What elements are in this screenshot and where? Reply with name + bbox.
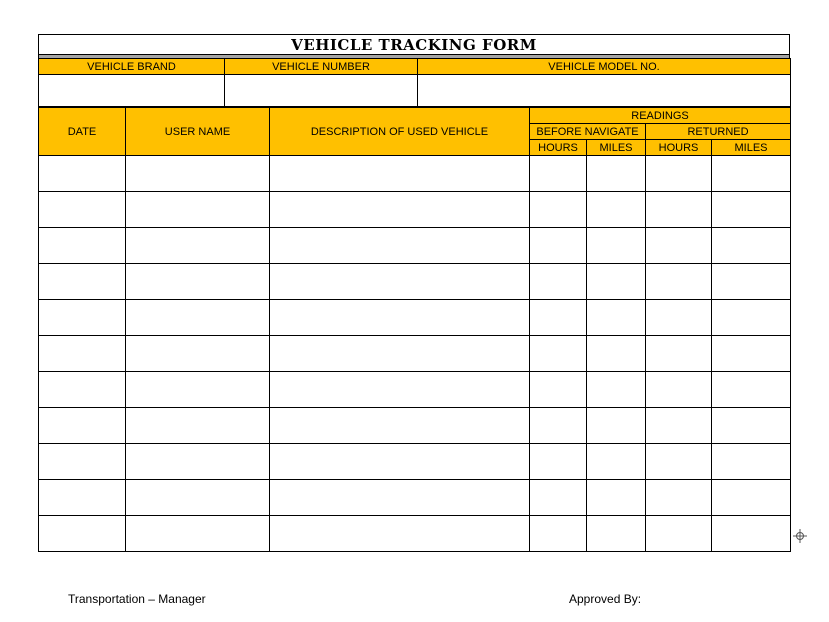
before-miles-cell[interactable] (587, 444, 646, 480)
returned-miles-cell[interactable] (712, 156, 791, 192)
before-miles-cell[interactable] (587, 192, 646, 228)
user-name-cell[interactable] (126, 228, 270, 264)
date-column-header: DATE (39, 108, 126, 156)
date-cell[interactable] (39, 336, 126, 372)
returned-hours-cell[interactable] (646, 408, 712, 444)
user-name-cell[interactable] (126, 336, 270, 372)
before-hours-cell[interactable] (530, 480, 587, 516)
usage-log-table (38, 107, 791, 552)
date-cell[interactable] (39, 264, 126, 300)
returned-miles-cell[interactable] (712, 192, 791, 228)
returned-hours-cell[interactable] (646, 480, 712, 516)
returned-miles-cell[interactable] (712, 336, 791, 372)
date-cell[interactable] (39, 228, 126, 264)
before-hours-cell[interactable] (530, 444, 587, 480)
returned-header: RETURNED (646, 124, 791, 140)
vehicle-info-table (38, 58, 791, 107)
returned-miles-cell[interactable] (712, 372, 791, 408)
date-cell[interactable] (39, 156, 126, 192)
before-hours-cell[interactable] (530, 156, 587, 192)
returned-miles-cell[interactable] (712, 300, 791, 336)
user-name-cell[interactable] (126, 408, 270, 444)
returned-hours-cell[interactable] (646, 372, 712, 408)
description-cell[interactable] (270, 372, 530, 408)
before-hours-cell[interactable] (530, 228, 587, 264)
vehicle-brand-field[interactable] (39, 75, 225, 107)
returned-miles-cell[interactable] (712, 264, 791, 300)
vehicle-model-header: VEHICLE MODEL NO. (418, 59, 791, 75)
before-miles-cell[interactable] (587, 228, 646, 264)
table-row (39, 408, 791, 444)
before-miles-cell[interactable] (587, 372, 646, 408)
vehicle-brand-header: VEHICLE BRAND (39, 59, 225, 75)
user-name-cell[interactable] (126, 480, 270, 516)
vehicle-tracking-form (38, 34, 790, 552)
before-navigate-header: BEFORE NAVIGATE (530, 124, 646, 140)
returned-miles-cell[interactable] (712, 228, 791, 264)
table-row (39, 300, 791, 336)
description-cell[interactable] (270, 264, 530, 300)
before-miles-header: MILES (587, 140, 646, 156)
before-hours-cell[interactable] (530, 264, 587, 300)
returned-hours-cell[interactable] (646, 516, 712, 552)
table-row (39, 372, 791, 408)
user-name-cell[interactable] (126, 156, 270, 192)
description-cell[interactable] (270, 408, 530, 444)
description-cell[interactable] (270, 480, 530, 516)
date-cell[interactable] (39, 480, 126, 516)
description-column-header: DESCRIPTION OF USED VEHICLE (270, 108, 530, 156)
returned-miles-header: MILES (712, 140, 791, 156)
returned-miles-cell[interactable] (712, 444, 791, 480)
description-cell[interactable] (270, 300, 530, 336)
before-miles-cell[interactable] (587, 300, 646, 336)
transportation-manager-label: Transportation – Manager (68, 592, 206, 606)
user-name-cell[interactable] (126, 300, 270, 336)
returned-hours-header: HOURS (646, 140, 712, 156)
user-name-cell[interactable] (126, 516, 270, 552)
returned-hours-cell[interactable] (646, 444, 712, 480)
before-miles-cell[interactable] (587, 408, 646, 444)
user-name-cell[interactable] (126, 444, 270, 480)
date-cell[interactable] (39, 516, 126, 552)
table-row (39, 444, 791, 480)
description-cell[interactable] (270, 336, 530, 372)
form-title: VEHICLE TRACKING FORM (38, 34, 790, 54)
description-cell[interactable] (270, 444, 530, 480)
before-miles-cell[interactable] (587, 264, 646, 300)
returned-hours-cell[interactable] (646, 264, 712, 300)
description-cell[interactable] (270, 192, 530, 228)
before-miles-cell[interactable] (587, 480, 646, 516)
date-cell[interactable] (39, 372, 126, 408)
date-cell[interactable] (39, 408, 126, 444)
before-miles-cell[interactable] (587, 336, 646, 372)
returned-miles-cell[interactable] (712, 408, 791, 444)
before-miles-cell[interactable] (587, 156, 646, 192)
vehicle-number-header: VEHICLE NUMBER (225, 59, 418, 75)
table-row (39, 192, 791, 228)
date-cell[interactable] (39, 300, 126, 336)
returned-miles-cell[interactable] (712, 480, 791, 516)
vehicle-number-field[interactable] (225, 75, 418, 107)
user-name-cell[interactable] (126, 192, 270, 228)
description-cell[interactable] (270, 156, 530, 192)
returned-hours-cell[interactable] (646, 300, 712, 336)
description-cell[interactable] (270, 516, 530, 552)
before-miles-cell[interactable] (587, 516, 646, 552)
returned-hours-cell[interactable] (646, 228, 712, 264)
crosshair-icon (793, 529, 807, 543)
readings-header: READINGS (530, 108, 791, 124)
approved-by-label: Approved By: (569, 592, 642, 606)
date-cell[interactable] (39, 444, 126, 480)
before-hours-cell[interactable] (530, 372, 587, 408)
table-row (39, 480, 791, 516)
table-row (39, 156, 791, 192)
vehicle-model-field[interactable] (418, 75, 791, 107)
before-hours-cell[interactable] (530, 192, 587, 228)
before-hours-cell[interactable] (530, 516, 587, 552)
table-row (39, 228, 791, 264)
date-cell[interactable] (39, 192, 126, 228)
table-row (39, 264, 791, 300)
before-hours-cell[interactable] (530, 300, 587, 336)
table-row (39, 336, 791, 372)
before-hours-header: HOURS (530, 140, 587, 156)
user-name-cell[interactable] (126, 264, 270, 300)
before-hours-cell[interactable] (530, 408, 587, 444)
user-name-cell[interactable] (126, 372, 270, 408)
returned-hours-cell[interactable] (646, 192, 712, 228)
description-cell[interactable] (270, 228, 530, 264)
returned-hours-cell[interactable] (646, 156, 712, 192)
returned-hours-cell[interactable] (646, 336, 712, 372)
returned-miles-cell[interactable] (712, 516, 791, 552)
user-name-column-header: USER NAME (126, 108, 270, 156)
table-row (39, 516, 791, 552)
before-hours-cell[interactable] (530, 336, 587, 372)
